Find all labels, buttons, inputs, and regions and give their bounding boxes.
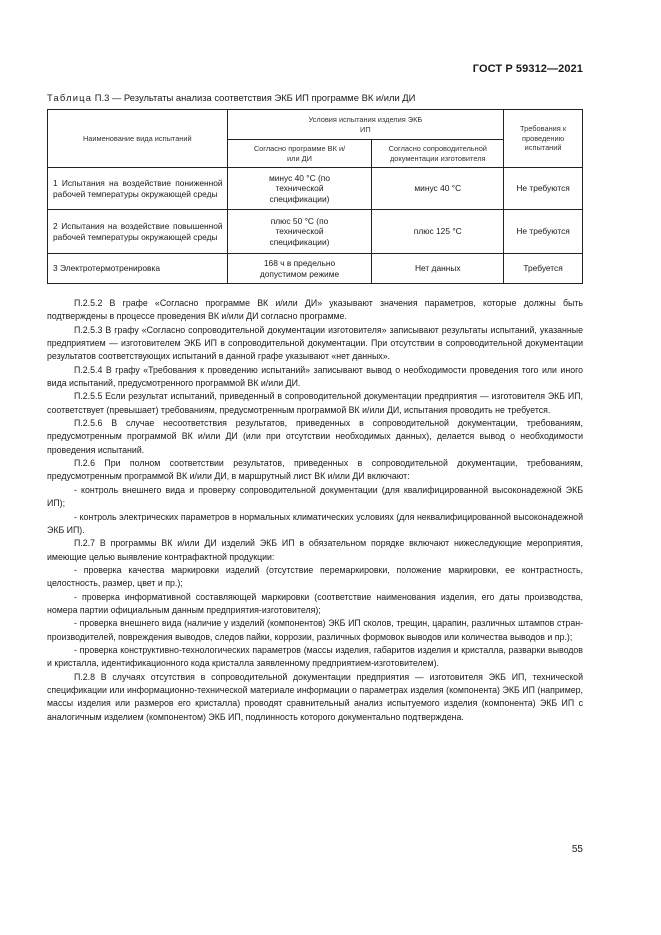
header-test-conditions: Условия испытания изделия ЭКБ ИП bbox=[227, 110, 504, 140]
cell-program-condition: 168 ч в предельно допустимом режиме bbox=[227, 254, 372, 284]
paragraph: П.2.8 В случаях отсутствия в сопроводительной документации предприятия — изготовителя ЭКБ ИП, технической спецификации или информационно-технической материале информации о параметрах изделия (компонента) ЭКБ ИП (например, массы изделия или размеров его кристалла) проводят сравнительный анализ испытуемого изделия (компонента) ЭКБ ИП с аналогичным изделием (компонентом) ЭКБ ИП, подлинность которого документально подтверждена. bbox=[47, 671, 583, 722]
paragraph: П.2.5.4 В графу «Требования к проведению испытаний» записывают вывод о необходимости проведения того или иного вида испытаний, предусмотренного программой ВК и/или ДИ. bbox=[47, 364, 583, 389]
paragraph: П.2.5.5 Если результат испытаний, приведенный в сопроводительной документации предприятия — изготовителя ЭКБ ИП, соответствует (превышает) требованиям, предусмотренным программой ВК и/или ДИ, испытания проводить не требуется. bbox=[47, 391, 583, 415]
body-text bbox=[47, 297, 583, 724]
table-caption bbox=[47, 92, 607, 103]
results-table bbox=[47, 109, 583, 284]
paragraph: П.2.5.2 В графе «Согласно программе ВК и/или ДИ» указывают значения параметров, которые должны быть подтверждены в процессе проведения ВК и/или ДИ согласно программе. bbox=[47, 298, 583, 322]
cell-test-name: 1 Испытания на воздействие пониженной рабочей температуры окружающей среды bbox=[48, 168, 228, 210]
table-caption-text: П.3 — Результаты анализа соответствия ЭКБ ИП программе ВК и/или ДИ bbox=[92, 92, 416, 103]
cell-documentation-condition: Нет данных bbox=[372, 254, 504, 284]
cell-requirement: Не требуются bbox=[504, 168, 583, 210]
table-row bbox=[48, 168, 583, 210]
list-item: - проверка информативной составляющей маркировки (соответствие наименования изделия, его даты производства, номера партии официальным данным предприятия-изготовителя); bbox=[47, 591, 583, 615]
header-per-documentation: Согласно сопроводительной документации изготовителя bbox=[372, 140, 504, 168]
list-item: - проверка внешнего вида (наличие у изделий (компонентов) ЭКБ ИП сколов, трещин, царапин, различных штампов стран-производителей, повреждения выводов, следов пайки, коррозии, различных формовок выводов или количества выводов и пр.); bbox=[47, 618, 583, 642]
header-test-type: Наименование вида испытаний bbox=[48, 110, 228, 168]
document-header: ГОСТ Р 59312—2021 bbox=[472, 63, 583, 75]
page-number: 55 bbox=[571, 844, 583, 855]
cell-test-name: 3 Электротермотренировка bbox=[48, 254, 228, 284]
table-row bbox=[48, 210, 583, 254]
paragraph: П.2.5.3 В графу «Согласно сопроводительной документации изготовителя» записывают результаты испытаний, указанные предприятием — изготовителем ЭКБ ИП в сопроводительной документации. При отсутствии в сопроводительной документации результатов соответствующих испытаний в данной графе указывают «нет данных». bbox=[47, 324, 583, 362]
header-per-program: Согласно программе ВК и/или ДИ bbox=[227, 140, 372, 168]
paragraph: П.2.5.6 В случае несоответствия результатов, приведенных в сопроводительной документации, требованиям, предусмотренным программой ВК и/или ДИ (или при отсутствии необходимых данных), делается вывод о необходимости проведения испытаний. bbox=[47, 418, 583, 455]
table-caption-label: Таблица bbox=[47, 92, 93, 103]
list-item: - проверка конструктивно-технологических параметров (массы изделия, габаритов изделия и кристалла, разварки выводов и кристалла, идентификационного кода кристалла заявленному предприятием-изготовителем). bbox=[47, 644, 583, 669]
list-item: - контроль внешнего вида и проверку сопроводительной документации (для квалифицированной высоконадежной ЭКБ ИП); bbox=[47, 484, 583, 509]
cell-program-condition: минус 40 °С (по технической спецификации) bbox=[227, 168, 372, 210]
cell-documentation-condition: плюс 125 °С bbox=[372, 210, 504, 254]
cell-test-name: 2 Испытания на воздействие повышенной рабочей температуры окружающей среды bbox=[48, 210, 228, 254]
list-item: - проверка качества маркировки изделий (отсутствие перемаркировки, положение маркировки, ее контрастность, целостность, размер, цвет и пр.); bbox=[47, 564, 583, 589]
cell-requirement: Требуется bbox=[504, 254, 583, 284]
cell-program-condition: плюс 50 °С (по технической спецификации) bbox=[227, 210, 372, 254]
header-requirements: Требования к проведению испытаний bbox=[504, 110, 583, 168]
paragraph: П.2.6 При полном соответствии результатов, приведенных в сопроводительной документации, требованиям, предусмотренным программой ВК и/или ДИ, в маршрутный лист ВК и/или ДИ включают: bbox=[47, 458, 583, 482]
list-item: - контроль электрических параметров в нормальных климатических условиях (для неквалифицированной высоконадежной ЭКБ ИП). bbox=[47, 511, 583, 535]
cell-documentation-condition: минус 40 °С bbox=[372, 168, 504, 210]
paragraph: П.2.7 В программы ВК и/или ДИ изделий ЭКБ ИП в обязательном порядке включают нижеследующие мероприятия, имеющие целью выявление контрафактной продукции: bbox=[47, 538, 583, 562]
cell-requirement: Не требуются bbox=[504, 210, 583, 254]
table-row bbox=[48, 254, 583, 284]
